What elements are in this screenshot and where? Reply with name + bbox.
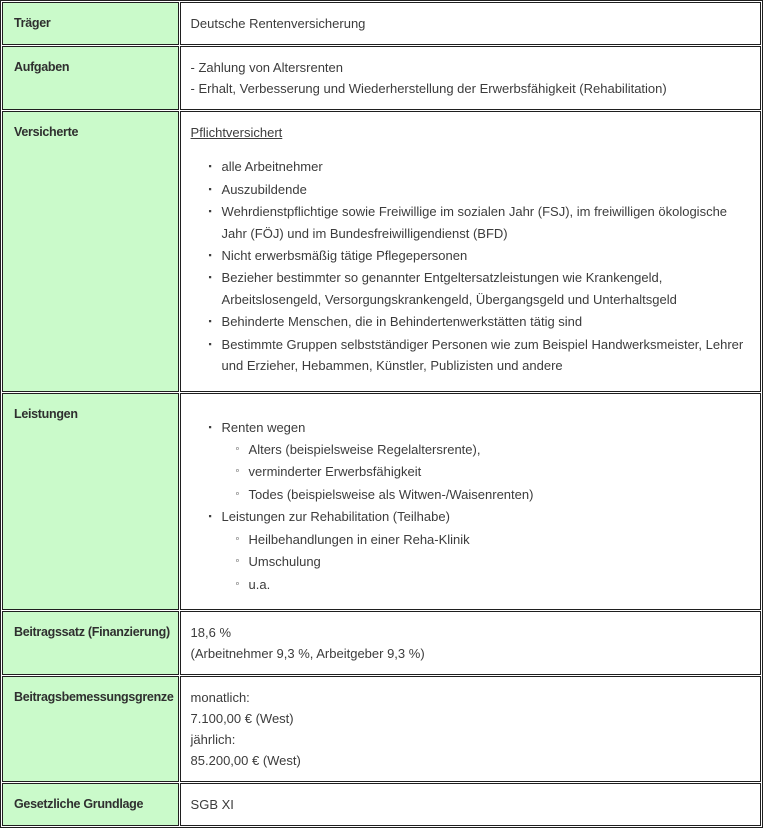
sub-list-item: ◦ verminderter Erwerbsfähigkeit [249,461,746,482]
bullet-list [191,156,746,376]
row-label: Beitragsbemessungsgrenze [2,676,179,782]
row-label: Träger [2,2,179,45]
text-line: (Arbeitnehmer 9,3 %, Arbeitgeber 9,3 %) [190,646,425,662]
list-item: ▪ Leistungen zur Rehabilitation (Teilhabe) ◦ Heilbehandlungen in einer Reha-Klinik ◦ Umschulung ◦ u.a. [222,506,746,595]
row-content [180,2,761,45]
row-content [180,676,761,782]
table-row [2,783,761,826]
list-item: ▪ Bestimmte Gruppen selbstständiger Personen wie zum Beispiel Handwerksmeister, Lehrer und Erzieher, Hebammen, Künstler, Publizisten und andere [222,334,746,377]
text-line: monatlich: [190,690,250,706]
sub-list-item: ◦ Alters (beispielsweise Regelaltersrente), [249,439,746,460]
list-item: ▪ alle Arbeitnehmer [222,156,746,177]
table-row [2,111,761,391]
row-label: Aufgaben [2,46,179,110]
text-line: jährlich: [190,732,236,748]
text-line: SGB XI [190,797,234,813]
sub-list-item: ◦ u.a. [249,574,746,595]
row-content [180,111,761,391]
row-label: Versicherte [2,111,179,391]
sub-list-item: ◦ Heilbehandlungen in einer Reha-Klinik [249,529,746,550]
row-label: Gesetzliche Grundlage [2,783,179,826]
text-line: - Erhalt, Verbesserung und Wiederherstellung der Erwerbsfähigkeit (Rehabilitation) [190,81,667,97]
row-content [180,393,761,611]
sub-list-item: ◦ Todes (beispielsweise als Witwen-/Waisenrenten) [249,484,746,505]
text-line: 18,6 % [190,625,232,641]
text-line: 85.200,00 € (West) [190,753,301,769]
info-table-body [2,2,761,826]
text-line: Deutsche Rentenversicherung [190,16,366,31]
text-line: 7.100,00 € (West) [190,711,294,727]
bullet-list [191,417,746,596]
row-content [180,611,761,675]
row-content [180,783,761,826]
row-label: Beitragssatz (Finanzierung) [2,611,179,675]
list-item: ▪ Bezieher bestimmter so genannter Entgeltersatzleistungen wie Krankengeld, Arbeitslosengeld, Versorgungskrankengeld, Übergangsgeld und Unterhaltsgeld [222,267,746,310]
sub-bullet-list [222,439,746,505]
list-item: ▪ Behinderte Menschen, die in Behindertenwerkstätten tätig sind [222,311,746,332]
sub-list-item: ◦ Umschulung [249,551,746,572]
row-label: Leistungen [2,393,179,611]
text-line: - Zahlung von Altersrenten [190,60,344,76]
table-row [2,611,761,675]
table-row [2,676,761,782]
list-item: ▪ Wehrdienstpflichtige sowie Freiwillige im sozialen Jahr (FSJ), im freiwilligen ökologische Jahr (FÖJ) und im Bundesfreiwilligendienst (BFD) [222,201,746,244]
sub-bullet-list [222,529,746,595]
row-content [180,46,761,110]
table-row [2,2,761,45]
section-heading: Pflichtversichert [190,125,283,141]
list-item: ▪ Renten wegen ◦ Alters (beispielsweise Regelaltersrente), ◦ verminderter Erwerbsfähigkeit ◦ Todes (beispielsweise als Witwen-/Waisenrenten) [222,417,746,506]
table-row [2,46,761,110]
list-item: ▪ Auszubildende [222,179,746,200]
table-row [2,393,761,611]
list-item: ▪ Nicht erwerbsmäßig tätige Pflegepersonen [222,245,746,266]
